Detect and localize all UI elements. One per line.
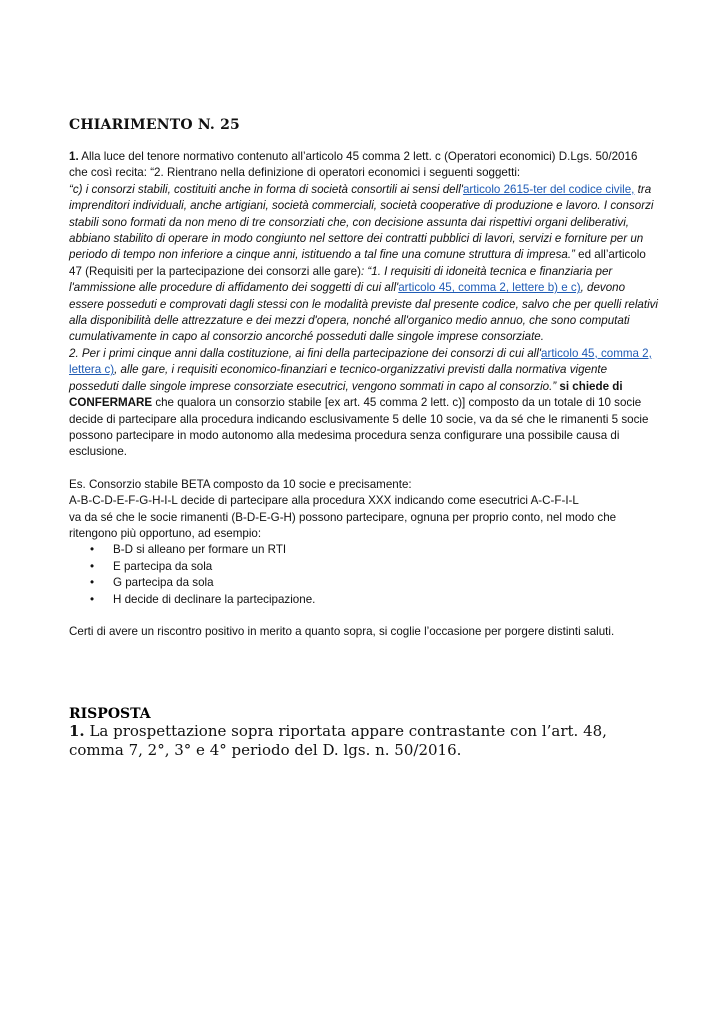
answer-text: La prospettazione sopra riportata appare contrastante con l’art. 48, comma 7, 2°, 3° e 4° periodo del D. lgs. n. 50/2016. bbox=[69, 722, 607, 759]
question-intro: Alla luce del tenore normativo contenuto all’articolo 45 comma 2 lett. c (Operatori economici) D.Lgs. 50/2016 che così recita: “2. Rientrano nella definizione di operatori economici i seguenti soggetti: bbox=[69, 150, 638, 180]
example-line-3: va da sé che le socie rimanenti (B-D-E-G-H) possono partecipare, ognuna per proprio conto, nel modo che ritengono più opportuno, ad esempio: bbox=[69, 510, 617, 540]
list-item: • G partecipa da sola bbox=[113, 575, 659, 591]
quote-part-2: tra imprenditori individuali, anche artigiani, società commerciali, società cooperative di produzione e lavoro. I consorzi stabili sono formati da non meno di tre consorziati che, con decisione assunta dai rispettivi organi deliberativi, abbiano stabilito di operare in modo congiunto nel settore dei contratti pubblici di lavori, servizi e forniture per un periodo di tempo non inferiore a cinque anni, istituendo a tal fine una comune struttura di impresa.” bbox=[69, 182, 654, 262]
quote-part-4: , devono essere posseduti e comprovati dagli stessi con le modalità previste dal presente codice, salvo che per quelli relativi alla disponibilità delle attrezzature e dei mezzi d'opera, nonché all'organico medio annuo, che sono computati cumulativamente in capo al consorzio ancorché posseduti dalle singole imprese consorziate. bbox=[69, 281, 659, 344]
closing-paragraph: Certi di avere un riscontro positivo in merito a quanto sopra, si coglie l’occasione per porgere distinti saluti. bbox=[69, 624, 615, 638]
link-article-45-bc[interactable]: articolo 45, comma 2, lettere b) e c) bbox=[398, 281, 581, 295]
link-civil-code-article[interactable]: articolo 2615-ter del codice civile, bbox=[462, 182, 635, 196]
link-article-45-c[interactable]: articolo 45, comma 2, lettera c) bbox=[69, 346, 652, 377]
answer-paragraph bbox=[69, 722, 659, 760]
answer-number: 1. bbox=[69, 722, 85, 740]
example-line-2: A-B-C-D-E-F-G-H-I-L decide di partecipare alla procedura XXX indicando come esecutrici A-C-F-I-L bbox=[69, 494, 579, 508]
question-section bbox=[69, 117, 659, 640]
list-item: • H decide di declinare la partecipazione. bbox=[113, 592, 659, 608]
list-item: • E partecipa da sola bbox=[113, 559, 659, 575]
question-paragraph bbox=[69, 149, 659, 461]
quote-part-6: , alle gare, i requisiti economico-finanziari e tecnico-organizzativi previsti dalla normativa vigente posseduti dalle singole imprese consorziate esecutrici, vengono sommati in capo al consorzio.” bbox=[69, 363, 608, 393]
example-list bbox=[69, 542, 659, 608]
example-paragraph bbox=[69, 477, 659, 543]
question-number: 1. bbox=[69, 150, 79, 163]
quote-part-1: “c) i consorzi stabili, costituiti anche in forma di società consortili ai sensi dell' bbox=[69, 182, 463, 196]
answer-section bbox=[69, 706, 659, 760]
page-title: CHIARIMENTO N. 25 bbox=[69, 117, 240, 133]
confirm-request: si chiede di CONFERMARE bbox=[69, 379, 623, 410]
quote-part-3: : “1. I requisiti di idoneità tecnica e finanziaria per l'ammissione alle procedure di affidamento dei soggetti di cui all' bbox=[69, 264, 613, 295]
answer-title: RISPOSTA bbox=[69, 706, 151, 722]
list-item: • B-D si alleano per formare un RTI bbox=[113, 542, 659, 558]
quote-part-5: 2. Per i primi cinque anni dalla costituzione, ai fini della partecipazione dei consorzi di cui all' bbox=[69, 346, 542, 360]
question-middle: ed all’articolo 47 (Requisiti per la partecipazione dei consorzi alle gare) bbox=[69, 248, 646, 278]
example-line-1: Es. Consorzio stabile BETA composto da 10 socie e precisamente: bbox=[69, 477, 412, 491]
question-end: che qualora un consorzio stabile [ex art. 45 comma 2 lett. c)] composto da un totale di 10 socie decide di partecipare alla procedura indicando esclusivamente 5 delle 10 socie, va da sé che le rimanenti 5 socie possono partecipare in modo autonomo alla medesima procedura senza configurare una possibile causa di esclusione. bbox=[69, 396, 649, 459]
